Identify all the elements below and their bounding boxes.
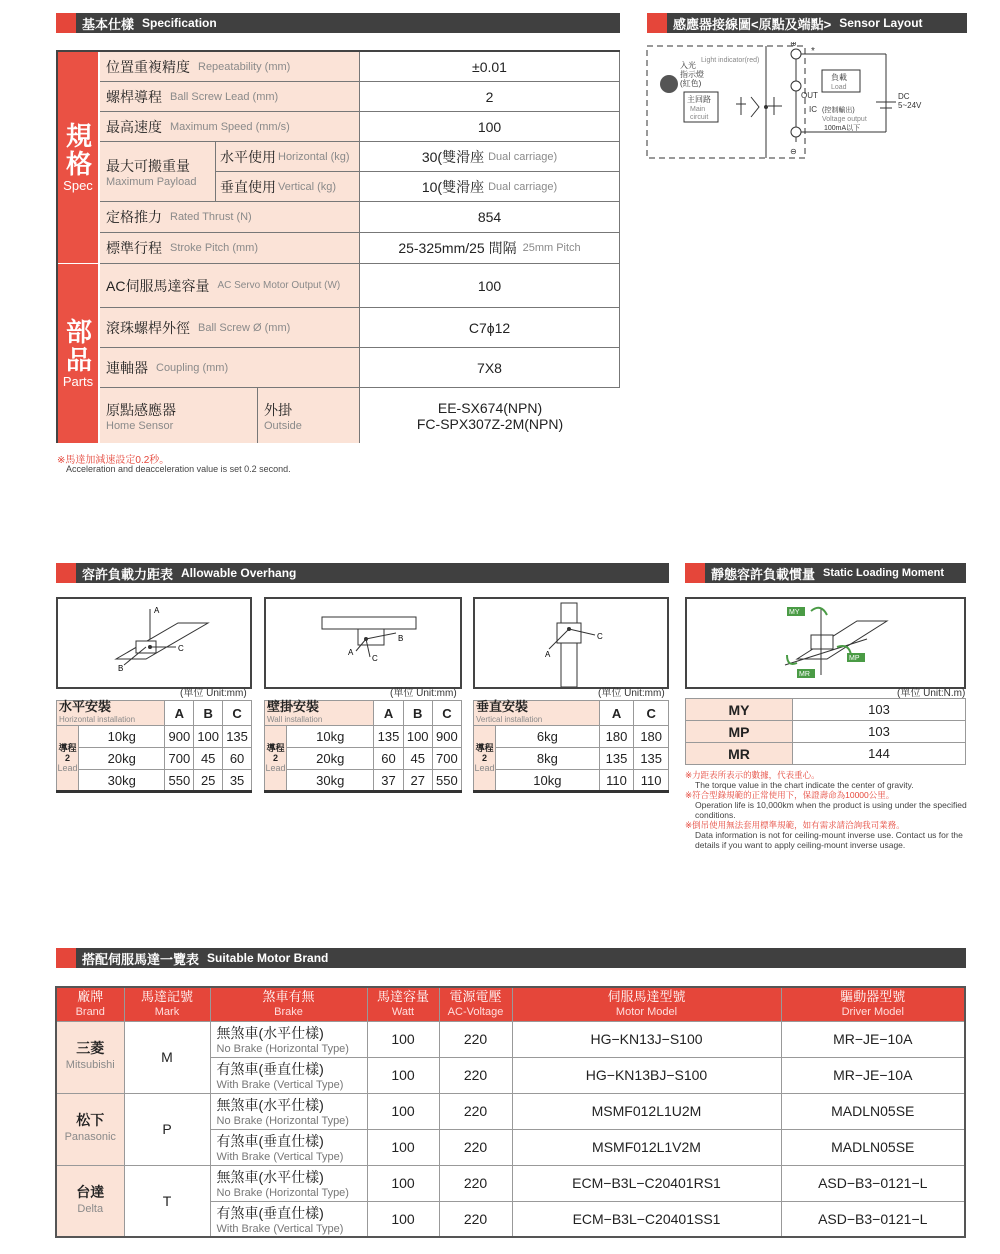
table-row: 台達 Delta T 無煞車(水平仕樣) No Brake (Horizontal Type) 100 220 ECM−B3L−C20401RS1 ASD−B3−0121−L (56, 1165, 965, 1201)
section-title-en: Allowable Overhang (181, 566, 297, 580)
table-row: 有煞車(垂直仕樣) With Brake (Vertical Type) 100 220 HG−KN13BJ−S100 MR−JE−10A (56, 1057, 965, 1093)
overhang-section-header (56, 563, 669, 583)
table-row: 20kg 60 45 700 (265, 748, 462, 770)
svg-text:B: B (118, 664, 124, 673)
mark-cell: M (124, 1021, 210, 1093)
main-circuit-en2: circuit (690, 114, 709, 121)
note-cn: ※符合型錄規範的正常使用下，保證壽命為10000公里。 (685, 790, 895, 800)
table-row: MY 103 (686, 699, 966, 721)
spec-value-motor: 100 (360, 264, 620, 308)
spec-label-speed: 最高速度 Maximum Speed (mm/s) (100, 112, 360, 142)
table-row: 三菱 Mitsubishi M 無煞車(水平仕樣) No Brake (Horizontal Type) 100 220 HG−KN13J−S100 MR−JE−10A (56, 1021, 965, 1057)
col-c: C (223, 701, 252, 726)
spec-value-home-sensor: EE-SX674(NPN) FC-SPX307Z-2M(NPN) (360, 388, 620, 443)
spec-value-thrust: 854 (360, 202, 620, 233)
mark-cell: P (124, 1093, 210, 1165)
spec-value-lead: 2 (360, 82, 620, 112)
svg-text:B: B (398, 634, 404, 643)
static-section-header (685, 563, 966, 583)
note-en: Operation life is 10,000km when the product is using under the specified conditions. (695, 800, 967, 820)
col-b: B (403, 701, 432, 726)
wall-unit: (單位 Unit:mm) (390, 688, 457, 699)
brake-cell: 無煞車(水平仕樣) No Brake (Horizontal Type) (210, 1021, 367, 1057)
spec-label-lead: 螺桿導程 Ball Screw Lead (mm) (100, 82, 360, 112)
static-moment-diagram (685, 597, 966, 689)
wall-overhang-table (264, 700, 462, 793)
table-row: 10kg 110 110 (474, 770, 669, 792)
spec-label-repeatability: 位置重複精度 Repeatability (mm) (100, 52, 360, 82)
note-cn: ※力距表所表示的數據，代表重心。 (685, 770, 820, 780)
motor-section-header (56, 948, 966, 968)
vertical-title: 垂直安裝 Vertical installation (474, 701, 600, 726)
col-b: B (194, 701, 223, 726)
spec-label-home-sensor: 原點感應器 Home Sensor (100, 388, 258, 443)
light-cn2: 指示燈 (680, 70, 704, 79)
table-row: MR 144 (686, 743, 966, 765)
brand-cell: 松下 Panasonic (56, 1093, 124, 1165)
section-title-en: Specification (142, 16, 217, 30)
note-cn: ※倒吊使用無法套用標準規範，如有需求請洽詢我司業務。 (685, 820, 905, 830)
dc-label: DC (898, 92, 910, 101)
lead-label: 導程 2 Lead (265, 726, 287, 792)
table-row: 30kg 550 25 35 (57, 770, 252, 792)
spec-label-payload: 最大可搬重量 Maximum Payload (100, 142, 216, 202)
section-title-en: Suitable Motor Brand (207, 951, 329, 965)
spec-label-coupling: 連軸器 Coupling (mm) (100, 348, 360, 388)
spec-label-stroke: 標準行程 Stroke Pitch (mm) (100, 233, 360, 264)
col-a: A (165, 701, 194, 726)
brake-cell: 有煞車(垂直仕樣) With Brake (Vertical Type) (210, 1129, 367, 1165)
motor-table (55, 986, 966, 1238)
lead-label: 導程 2 Lead (474, 726, 496, 792)
svg-text:A: A (154, 606, 160, 615)
light-cn1: 入光 (680, 61, 696, 70)
parts-group-label (58, 264, 98, 443)
section-title-cn: 搭配伺服馬達一覽表 (82, 951, 200, 967)
spec-label-horizontal: 水平使用 Horizontal (kg) (216, 142, 360, 172)
group-parts-cn: 部品 (62, 318, 93, 374)
spec-group-label (58, 52, 98, 264)
section-title-cn: 容許負載力距表 (82, 566, 174, 582)
vout-en: Voltage output (822, 116, 867, 123)
spec-note-en: Acceleration and deacceleration value is set 0.2 second. (66, 464, 291, 474)
section-title-cn: 感應器接線圖<原點及端點> (673, 16, 832, 32)
table-row: MP 103 (686, 721, 966, 743)
brake-cell: 無煞車(水平仕樣) No Brake (Horizontal Type) (210, 1165, 367, 1201)
table-row: 導程 2 Lead 6kg 180 180 (474, 726, 669, 748)
group-parts-en: Parts (62, 374, 94, 389)
col-a: A (599, 701, 634, 726)
sensor-wiring-diagram (646, 42, 966, 162)
static-unit: (單位 Unit:N.m) (897, 688, 966, 699)
main-circuit-cn: 主回路 (687, 95, 711, 104)
spec-value-vertical: 10 (雙滑座 Dual carriage) (360, 172, 620, 202)
volt-label: 5~24V (898, 101, 922, 110)
sensor-section-header (647, 13, 967, 33)
main-circuit-en1: Main (690, 106, 706, 113)
group-spec-cn: 規格 (62, 122, 93, 178)
table-row: 有煞車(垂直仕樣) With Brake (Vertical Type) 100 220 MSMF012L1V2M MADLN05SE (56, 1129, 965, 1165)
light-indicator-label: Light indicator(red) (701, 57, 760, 64)
table-row: 有煞車(垂直仕樣) With Brake (Vertical Type) 100 220 ECM−B3L−C20401SS1 ASD−B3−0121−L (56, 1201, 965, 1237)
lead-label: 導程 2 Lead (57, 726, 79, 792)
spec-label-outside: 外掛 Outside (258, 388, 360, 443)
spec-label-screw: 滾珠螺桿外徑 Ball Screw Ø (mm) (100, 308, 360, 348)
table-row: 松下 Panasonic P 無煞車(水平仕樣) No Brake (Horizontal Type) 100 220 MSMF012L1U2M MADLN05SE (56, 1093, 965, 1129)
vertical-unit: (單位 Unit:mm) (598, 688, 665, 699)
header-accent (56, 948, 76, 968)
spec-value-stroke: 25-325mm/25 間隔 25mm Pitch (360, 233, 620, 264)
spec-value-screw: C7ϕ12 (360, 308, 620, 348)
horizontal-diagram (56, 597, 252, 689)
spec-table (56, 50, 620, 443)
header-accent (56, 563, 76, 583)
section-title-cn: 靜態容許負載慣量 (711, 566, 816, 582)
wall-title: 壁掛安裝 Wall installation (265, 701, 374, 726)
static-notes (685, 770, 967, 850)
table-row: 導程 2 Lead 10kg 135 100 900 (265, 726, 462, 748)
svg-text:C: C (372, 654, 378, 663)
table-row: 導程 2 Lead 10kg 900 100 135 (57, 726, 252, 748)
spec-label-thrust: 定格推力 Rated Thrust (N) (100, 202, 360, 233)
light-cn3: (紅色) (680, 79, 702, 88)
motor-table-header: 廠牌 Brand 馬達記號 Mark 煞車有無 Brake 馬達容量 Watt 電源電壓 AC-Voltage 伺服馬達型號 Motor Model 驅動器型號 Driver Model (56, 987, 965, 1021)
note-en: The torque value in the chart indicate the center of gravity. (695, 780, 914, 790)
current-label: 100mA以下 (824, 125, 861, 132)
vertical-diagram (473, 597, 669, 689)
svg-text:C: C (597, 632, 603, 641)
brake-cell: 無煞車(水平仕樣) No Brake (Horizontal Type) (210, 1093, 367, 1129)
mp-label: MP (849, 655, 860, 662)
my-label: MY (789, 609, 800, 616)
svg-text:A: A (348, 648, 354, 657)
spec-section-header (56, 13, 620, 33)
spec-label-motor: AC伺服馬達容量 AC Servo Motor Output (W) (100, 264, 360, 308)
col-a: A (374, 701, 403, 726)
spec-note-cn: ※馬達加減速設定0.2秒。 (57, 455, 170, 466)
spec-value-coupling: 7X8 (360, 348, 620, 388)
spec-value-speed: 100 (360, 112, 620, 142)
svg-text:A: A (545, 650, 551, 659)
plus-icon: ⊕ (790, 42, 797, 48)
brake-cell: 有煞車(垂直仕樣) With Brake (Vertical Type) (210, 1057, 367, 1093)
mark-cell: T (124, 1165, 210, 1237)
table-row: 30kg 37 27 550 (265, 770, 462, 792)
horizontal-unit: (單位 Unit:mm) (180, 688, 247, 699)
vertical-overhang-table (473, 700, 669, 793)
out-label: OUT (801, 91, 818, 100)
spec-value-horizontal: 30 (雙滑座 Dual carriage) (360, 142, 620, 172)
header-accent (647, 13, 667, 33)
wall-diagram (264, 597, 462, 689)
col-c: C (432, 701, 461, 726)
header-accent (56, 13, 76, 33)
star-mark: * (811, 46, 815, 57)
note-en: Data information is not for ceiling-mount inverse use. Contact us for the details if you want to apply ceiling-mount inverse usage. (695, 830, 963, 850)
ic-label: IC (809, 105, 817, 114)
horizontal-overhang-table (56, 700, 252, 793)
brake-cell: 有煞車(垂直仕樣) With Brake (Vertical Type) (210, 1201, 367, 1237)
vout-cn: (控制輸出) (822, 107, 855, 114)
col-c: C (634, 701, 669, 726)
mr-label: MR (799, 671, 810, 678)
spec-value-repeatability: ±0.01 (360, 52, 620, 82)
svg-text:C: C (178, 644, 184, 653)
static-moment-table (685, 698, 966, 765)
brand-cell: 台達 Delta (56, 1165, 124, 1237)
section-title-en: Static Loading Moment (823, 567, 945, 579)
table-row: 8kg 135 135 (474, 748, 669, 770)
brand-cell: 三菱 Mitsubishi (56, 1021, 124, 1093)
minus-icon: ⊖ (790, 147, 797, 156)
section-title-cn: 基本仕樣 (82, 16, 135, 32)
load-cn: 負載 (831, 73, 847, 82)
horizontal-title: 水平安裝 Horizontal installation (57, 701, 165, 726)
spec-label-vertical: 垂直使用 Vertical (kg) (216, 172, 360, 202)
table-row: 20kg 700 45 60 (57, 748, 252, 770)
load-en: Load (831, 84, 847, 91)
section-title-en: Sensor Layout (839, 16, 923, 30)
group-spec-en: Spec (63, 178, 93, 193)
header-accent (685, 563, 705, 583)
